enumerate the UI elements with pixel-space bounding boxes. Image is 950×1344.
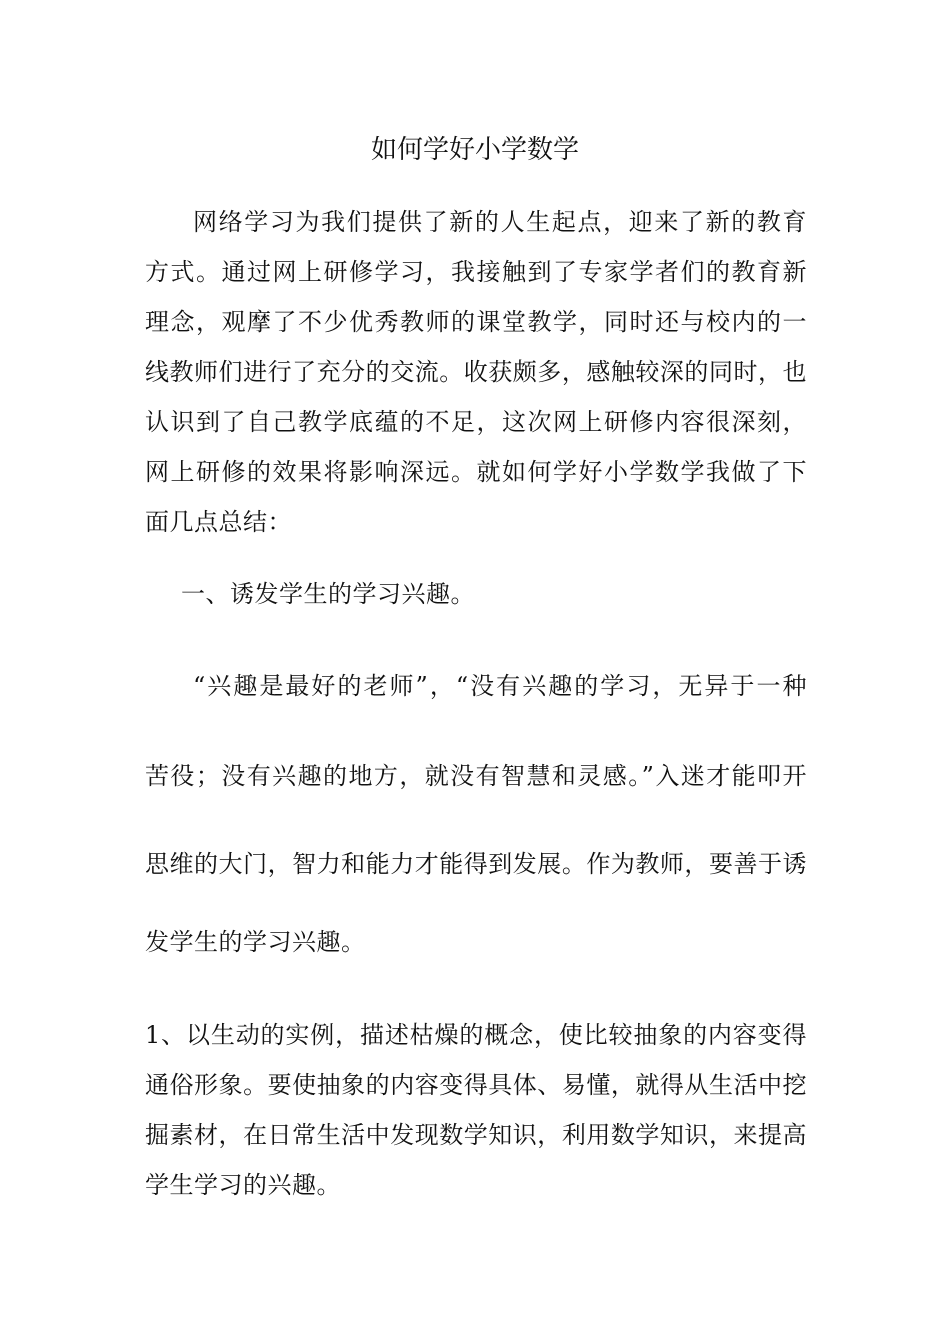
intro-line-5: 认识到了自己教学底蕴的不足，这次网上研修内容很深刻， <box>145 408 807 436</box>
quote-line-2: 苦役；没有兴趣的地方，就没有智慧和灵感。”入迷才能叩开 <box>145 762 807 790</box>
quote-line-1: “兴趣是最好的老师”，“没有兴趣的学习，无异于一种 <box>193 672 807 700</box>
intro-line-4: 线教师们进行了充分的交流。收获颇多，感触较深的同时，也 <box>145 358 807 386</box>
intro-line-6: 网上研修的效果将影响深远。就如何学好小学数学我做了下 <box>145 458 807 486</box>
quote-line-4: 发学生的学习兴趣。 <box>145 928 366 956</box>
intro-line-7: 面几点总结： <box>145 508 292 536</box>
point1-line-1: 1、以生动的实例，描述枯燥的概念，使比较抽象的内容变得 <box>145 1021 807 1049</box>
quote-line-3: 思维的大门，智力和能力才能得到发展。作为教师，要善于诱 <box>145 850 807 878</box>
point1-line-2: 通俗形象。要使抽象的内容变得具体、易懂，就得从生活中挖 <box>145 1071 807 1099</box>
intro-line-1: 网络学习为我们提供了新的人生起点，迎来了新的教育 <box>193 208 807 236</box>
point1-line-4: 学生学习的兴趣。 <box>145 1171 341 1199</box>
intro-line-2: 方式。通过网上研修学习，我接触到了专家学者们的教育新 <box>145 258 807 286</box>
document-title: 如何学好小学数学 <box>370 135 579 165</box>
point1-line-3: 掘素材，在日常生活中发现数学知识，利用数学知识，来提高 <box>145 1121 807 1149</box>
intro-line-3: 理念，观摩了不少优秀教师的课堂教学，同时还与校内的一 <box>145 308 807 336</box>
section-heading-1: 一、诱发学生的学习兴趣。 <box>181 580 475 608</box>
